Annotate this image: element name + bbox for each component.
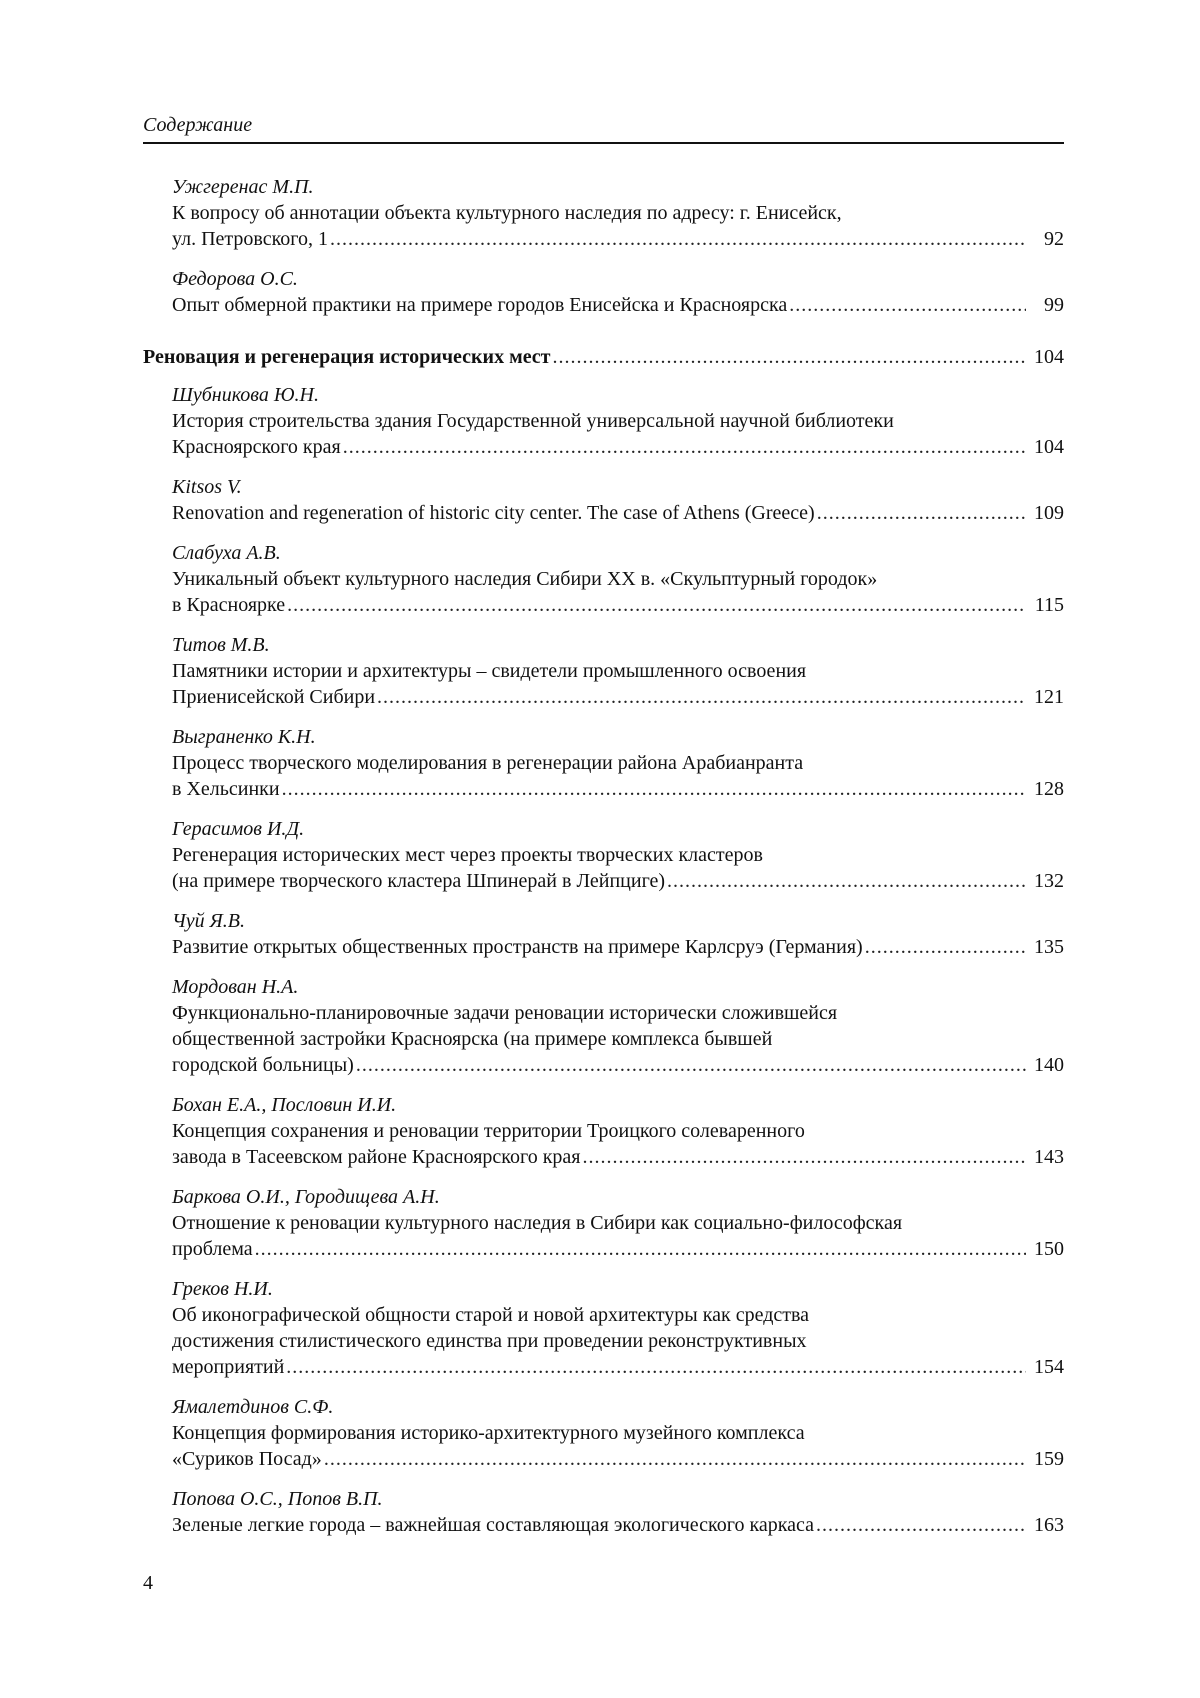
dot-leader	[816, 1512, 1026, 1538]
entry-title-line: Об иконографической общности старой и новой архитектуры как средства	[172, 1304, 810, 1326]
toc-entry[interactable]	[172, 1092, 1064, 1170]
entry-author: Kitsos V.	[172, 476, 242, 498]
entry-author: Ямалетдинов С.Ф.	[172, 1396, 334, 1418]
entry-title-line: достижения стилистического единства при проведении реконструктивных	[172, 1330, 807, 1352]
toc-entry[interactable]	[172, 908, 1064, 960]
entry-page-number: 135	[1034, 936, 1064, 958]
entry-title-last-line: Приенисейской Сибири	[172, 686, 376, 708]
entry-title-last-line: Renovation and regeneration of historic city center. The case of Athens (Greece)	[172, 502, 815, 524]
entry-author: Попова О.С., Попов В.П.	[172, 1488, 383, 1510]
entry-page-number: 92	[1044, 228, 1064, 250]
entry-author: Баркова О.И., Городищева А.Н.	[172, 1186, 440, 1208]
entry-page-number: 121	[1034, 686, 1064, 708]
toc-entry[interactable]	[172, 540, 1064, 618]
entry-page-number: 115	[1034, 594, 1064, 616]
entry-page-number: 140	[1034, 1054, 1064, 1076]
entry-page-number: 104	[1034, 436, 1064, 458]
entry-title-last-line: «Суриков Посад»	[172, 1448, 322, 1470]
pre-section-entries	[143, 174, 1064, 318]
entry-title-line: Уникальный объект культурного наследия Сибири XX в. «Скульптурный городок»	[172, 568, 878, 590]
dot-leader	[553, 344, 1026, 370]
entry-title-last-line: городской больницы)	[172, 1054, 354, 1076]
entry-author: Герасимов И.Д.	[172, 818, 305, 840]
dot-leader	[356, 1052, 1026, 1078]
toc-entry[interactable]	[172, 1276, 1064, 1380]
table-of-contents	[143, 174, 1064, 1552]
entry-title-last-line: Красноярского края	[172, 436, 341, 458]
entry-title-last-line: Зеленые легкие города – важнейшая составляющая экологического каркаса	[172, 1514, 815, 1536]
entry-page-number: 109	[1034, 502, 1064, 524]
entry-title-line: Процесс творческого моделирования в регенерации района Арабианранта	[172, 752, 804, 774]
entry-title-line: Регенерация исторических мест через проекты творческих кластеров	[172, 844, 763, 866]
entry-title-last-line: ул. Петровского, 1	[172, 228, 329, 250]
section-page-number: 104	[1034, 346, 1064, 368]
toc-entry[interactable]	[172, 474, 1064, 526]
entry-title-line: общественной застройки Красноярска (на примере комплекса бывшей	[172, 1028, 773, 1050]
section-title: Реновация и регенерация исторических мест	[143, 346, 551, 368]
toc-entry[interactable]	[172, 382, 1064, 460]
entry-title-line: Концепция формирования историко-архитектурного музейного комплекса	[172, 1422, 805, 1444]
dot-leader	[330, 226, 1026, 252]
toc-entry[interactable]	[172, 1184, 1064, 1262]
section-entries	[143, 382, 1064, 1538]
entry-page-number: 150	[1034, 1238, 1064, 1260]
entry-author: Ужгеренас М.П.	[172, 176, 314, 198]
entry-page-number: 128	[1034, 778, 1064, 800]
toc-entry[interactable]	[172, 974, 1064, 1078]
entry-title-last-line: проблема	[172, 1238, 253, 1260]
section-heading[interactable]	[143, 344, 1064, 370]
entry-author: Выграненко К.Н.	[172, 726, 316, 748]
entry-title-last-line: в Хельсинки	[172, 778, 280, 800]
entry-title-line: История строительства здания Государственной универсальной научной библиотеки	[172, 410, 894, 432]
entry-title-line: Концепция сохранения и реновации территории Троицкого солеваренного	[172, 1120, 805, 1142]
toc-entry[interactable]	[172, 174, 1064, 252]
entry-page-number: 159	[1034, 1448, 1064, 1470]
entry-page-number: 163	[1034, 1514, 1064, 1536]
toc-entry[interactable]	[172, 266, 1064, 318]
dot-leader	[817, 500, 1026, 526]
entry-title-line: Функционально-планировочные задачи реновации исторически сложившейся	[172, 1002, 838, 1024]
entry-title-line: Отношение к реновации культурного наследия в Сибири как социально-философская	[172, 1212, 903, 1234]
toc-entry[interactable]	[172, 816, 1064, 894]
entry-author: Шубникова Ю.Н.	[172, 384, 319, 406]
entry-author: Федорова О.С.	[172, 268, 298, 290]
page-number: 4	[143, 1572, 153, 1594]
entry-title-last-line: мероприятий	[172, 1356, 285, 1378]
entry-page-number: 154	[1034, 1356, 1064, 1378]
dot-leader	[287, 592, 1026, 618]
entry-title-line: К вопросу об аннотации объекта культурного наследия по адресу: г. Енисейск,	[172, 202, 842, 224]
entry-page-number: 99	[1044, 294, 1064, 316]
toc-entry[interactable]	[172, 724, 1064, 802]
entry-author: Бохан Е.А., Пословин И.И.	[172, 1094, 397, 1116]
header-title: Содержание	[143, 114, 253, 136]
entry-author: Мордован Н.А.	[172, 976, 299, 998]
entry-page-number: 143	[1034, 1146, 1064, 1168]
entry-title-last-line: завода в Тасеевском районе Красноярского края	[172, 1146, 581, 1168]
running-header	[143, 112, 1064, 144]
entry-author: Слабуха А.В.	[172, 542, 281, 564]
dot-leader	[667, 868, 1026, 894]
dot-leader	[865, 934, 1026, 960]
dot-leader	[343, 434, 1026, 460]
dot-leader	[255, 1236, 1026, 1262]
entry-title-last-line: в Красноярке	[172, 594, 286, 616]
dot-leader	[583, 1144, 1026, 1170]
dot-leader	[286, 1354, 1026, 1380]
entry-page-number: 132	[1034, 870, 1064, 892]
dot-leader	[377, 684, 1026, 710]
entry-author: Чуй Я.В.	[172, 910, 246, 932]
dot-leader	[324, 1446, 1026, 1472]
entry-title-line: Памятники истории и архитектуры – свидетели промышленного освоения	[172, 660, 807, 682]
toc-entry[interactable]	[172, 1394, 1064, 1472]
entry-title-last-line: (на примере творческого кластера Шпинерай в Лейпциге)	[172, 870, 666, 892]
toc-entry[interactable]	[172, 632, 1064, 710]
entry-author: Титов М.В.	[172, 634, 270, 656]
entry-title-last-line: Опыт обмерной практики на примере городов Енисейска и Красноярска	[172, 294, 788, 316]
toc-entry[interactable]	[172, 1486, 1064, 1538]
entry-author: Греков Н.И.	[172, 1278, 273, 1300]
dot-leader	[282, 776, 1026, 802]
dot-leader	[789, 292, 1026, 318]
entry-title-last-line: Развитие открытых общественных пространств на примере Карлсруэ (Германия)	[172, 936, 863, 958]
